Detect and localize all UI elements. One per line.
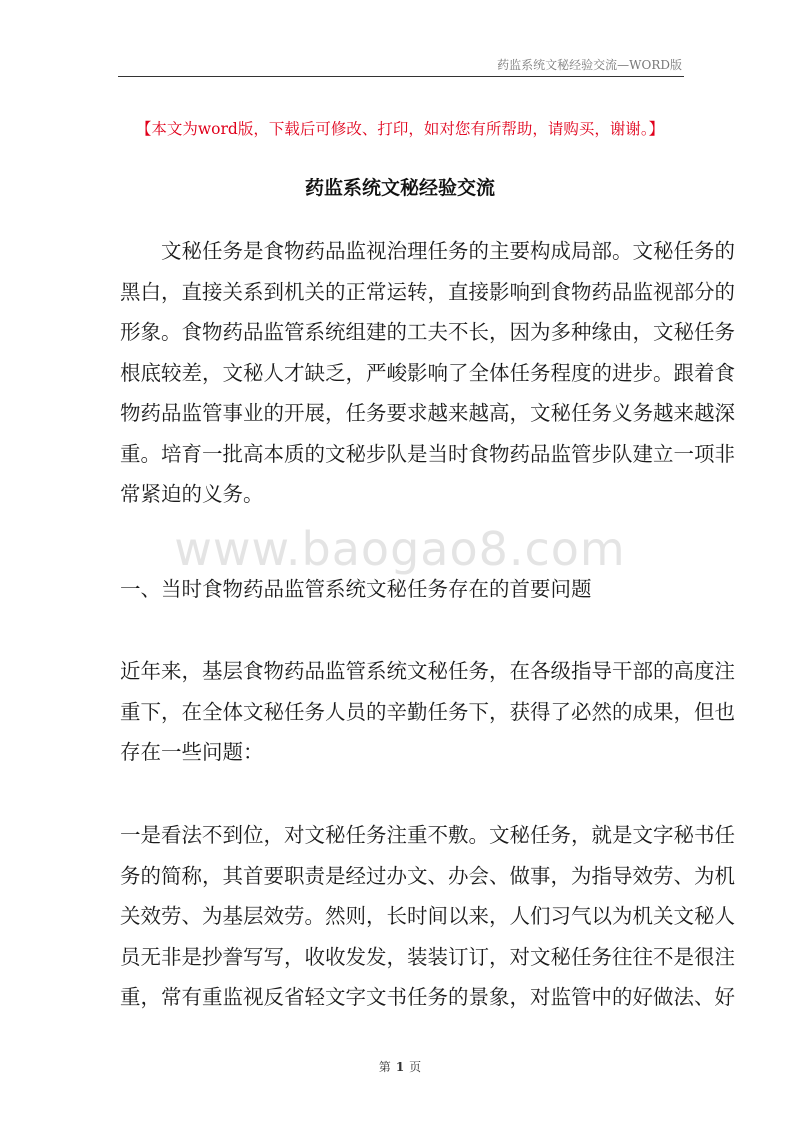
page-footer (0, 1058, 800, 1075)
footer-suffix: 页 (409, 1060, 422, 1074)
paragraph-line: 近年来，基层食物药品监管系统文秘任务，在各级指导干部的高度注 (120, 659, 735, 683)
paragraph-line: 形象。食物药品监管系统组建的工夫不长，因为多种缘由，文秘任务 (120, 320, 735, 344)
paragraph-line: 根底较差，文秘人才缺乏，严峻影响了全体任务程度的进步。跟着食 (120, 360, 735, 385)
header-text: 药监系统文秘经验交流—WORD版 (497, 58, 682, 72)
paragraph-overview (120, 651, 735, 773)
section-heading (120, 569, 686, 610)
paragraph-line: 重，常有重监视反省轻文字文书任务的景象，对监管中的好做法、好 (120, 985, 735, 1009)
paragraph-line: 一是看法不到位，对文秘任务注重不敷。文秘任务，就是文字秘书任 (120, 823, 735, 847)
footer-prefix: 第 (378, 1060, 391, 1074)
paragraph-intro (120, 231, 735, 515)
document-title: 药监系统文秘经验交流 (304, 177, 495, 199)
page-header (118, 52, 684, 77)
paragraph-line: 存在一些问题： (120, 740, 264, 764)
paragraph-line: 文秘任务是食物药品监视治理任务的主要构成局部。文秘任务的 (161, 239, 735, 263)
paragraph-line: 物药品监管事业的开展，任务要求越来越高，文秘任务义务越来越深 (120, 401, 735, 425)
download-notice: 【本文为word版，下载后可修改、打印，如对您有所帮助，请购买，谢谢。】 (135, 120, 665, 138)
paragraph-line: 重下，在全体文秘任务人员的辛勤任务下，获得了必然的成果，但也 (120, 699, 735, 724)
paragraph-issue-one (120, 815, 735, 1018)
paragraph-line: 重。培育一批高本质的文秘步队是当时食物药品监管步队建立一项非 (120, 441, 735, 466)
paragraph-line: 关效劳、为基层效劳。然则，长时间以来，人们习气以为机关文秘人 (120, 904, 735, 928)
watermark: www.baogao8.com (174, 522, 626, 576)
paragraph-line: 务的简称，其首要职责是经过办文、办会、做事，为指导效劳、为机 (120, 863, 735, 888)
paragraph-line: 员无非是抄誊写写，收收发发，装装订订，对文秘任务往往不是很注 (120, 944, 735, 969)
page-number: 1 (395, 1060, 405, 1074)
section-heading-text: 一、当时食物药品监管系统文秘任务存在的首要问题 (120, 577, 592, 601)
paragraph-line: 常紧迫的义务。 (120, 482, 264, 506)
paragraph-line: 黑白，直接关系到机关的正常运转，直接影响到食物药品监视部分的 (120, 279, 735, 304)
